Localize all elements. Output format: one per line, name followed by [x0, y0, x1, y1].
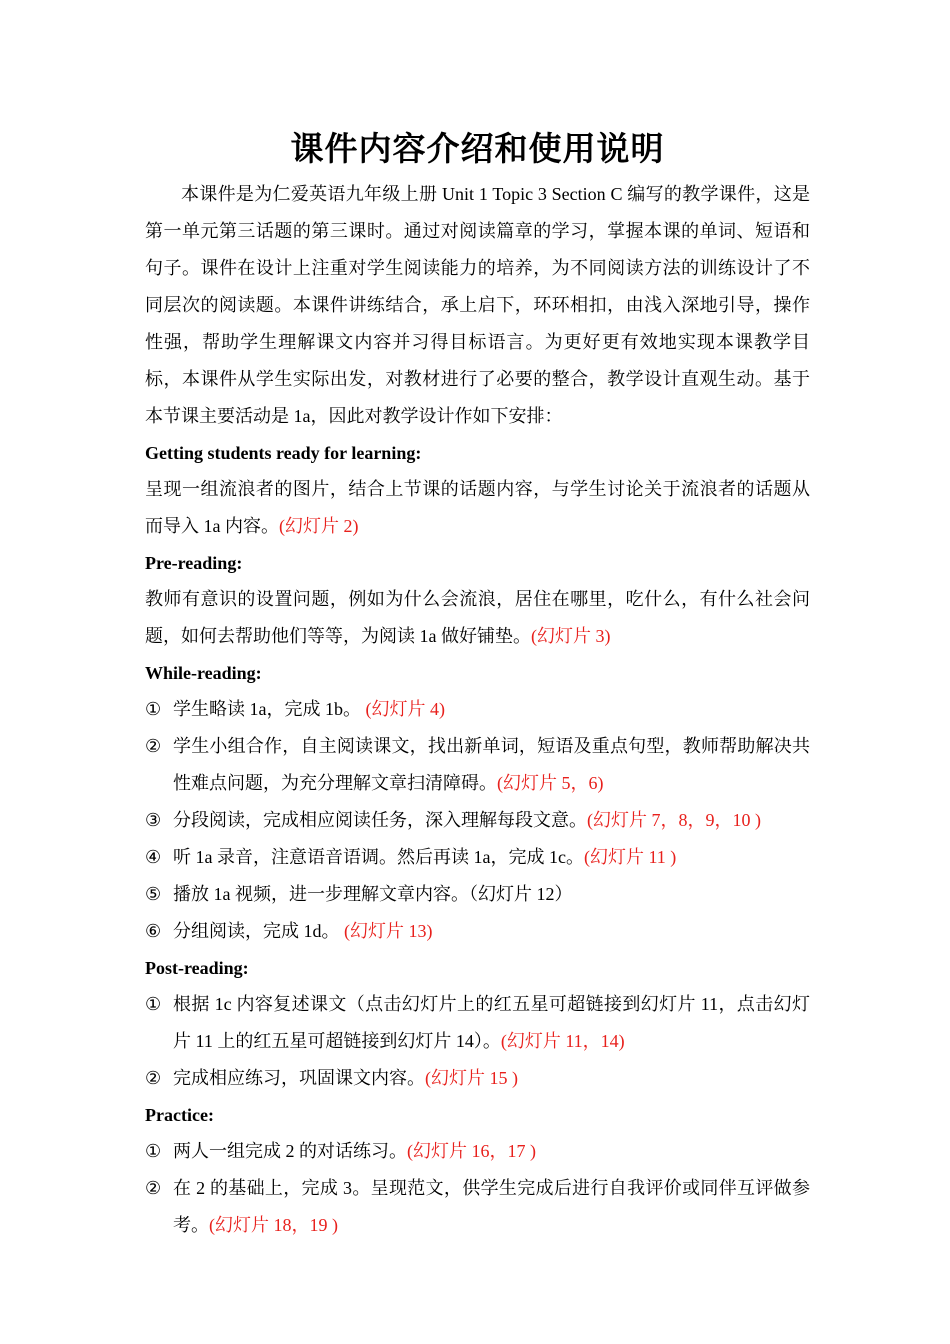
item-text: 根据 1c 内容复述课文（点击幻灯片上的红五星可超链接到幻灯片 11，点击幻灯片 11 上的红五星可超链接到幻灯片 14）。 — [173, 994, 810, 1051]
section-paragraph — [145, 471, 810, 545]
slide-reference: (幻灯片 5，6) — [497, 773, 604, 793]
list-item — [145, 876, 810, 913]
item-number: ③ — [145, 810, 162, 830]
slide-reference: (幻灯片 11 ) — [583, 847, 677, 867]
section-heading: Getting students ready for learning: — [145, 443, 422, 463]
item-text-wrap — [173, 1170, 810, 1244]
item-number: ④ — [145, 847, 162, 867]
item-number: ① — [145, 994, 162, 1014]
item-number: ⑥ — [145, 921, 162, 941]
item-number: ⑤ — [145, 884, 162, 904]
paragraph-text: 教师有意识的设置问题，例如为什么会流浪，居住在哪里，吃什么，有什么社会问题，如何去帮助他们等等，为阅读 1a 做好铺垫。 — [145, 589, 810, 646]
slide-reference: (幻灯片 13) — [344, 921, 433, 941]
slide-reference: (幻灯片 2) — [279, 516, 359, 536]
list-item — [145, 1133, 810, 1170]
item-number: ② — [145, 1068, 162, 1088]
section-practice — [145, 1097, 810, 1244]
list-item — [145, 986, 810, 1060]
item-text-wrap — [173, 913, 810, 950]
slide-reference: (幻灯片 18，19 ) — [209, 1215, 338, 1235]
item-text: 两人一组完成 2 的对话练习。 — [173, 1141, 407, 1161]
item-number: ② — [145, 1178, 162, 1198]
list-item — [145, 802, 810, 839]
intro-paragraph: 本课件是为仁爱英语九年级上册 Unit 1 Topic 3 Section C 编写的教学课件，这是第一单元第三话题的第三课时。通过对阅读篇章的学习，掌握本课的单词、短语和句子。课件在设计上注重对学生阅读能力的培养，为不同阅读方法的训练设计了不同层次的阅读题。本课件讲练结合，承上启下，环环相扣，由浅入深地引导，操作性强，帮助学生理解课文内容并习得目标语言。为更好更有效地实现本课教学目标，本课件从学生实际出发，对教材进行了必要的整合，教学设计直观生动。基于本节课主要活动是 1a，因此对教学设计作如下安排： — [145, 184, 810, 426]
item-number: ① — [145, 699, 162, 719]
list-item — [145, 1060, 810, 1097]
document-title: 课件内容介绍和使用说明 — [290, 132, 665, 168]
item-number: ② — [145, 736, 162, 756]
slide-reference: (幻灯片 7，8，9，10 ) — [587, 810, 761, 830]
item-text-wrap — [173, 839, 810, 876]
document-page — [145, 128, 810, 1244]
slide-reference: (幻灯片 16，17 ) — [407, 1141, 536, 1161]
slide-reference: (幻灯片 4) — [365, 699, 445, 719]
item-text: 学生小组合作，自主阅读课文，找出新单词，短语及重点句型，教师帮助解决共性难点问题，为充分理解文章扫清障碍。 — [173, 736, 810, 793]
section-heading: Pre-reading: — [145, 553, 243, 573]
item-text-wrap — [173, 1060, 810, 1097]
item-text-wrap — [173, 876, 810, 913]
item-text: 听 1a 录音，注意语音语调。然后再读 1a，完成 1c。 — [173, 847, 584, 867]
item-text-wrap — [173, 802, 810, 839]
slide-reference: (幻灯片 11，14) — [500, 1031, 625, 1051]
list-item — [145, 691, 810, 728]
section-getting-ready — [145, 435, 810, 545]
item-number: ① — [145, 1141, 162, 1161]
section-heading: While-reading: — [145, 663, 262, 683]
list-item — [145, 839, 810, 876]
item-text-wrap — [173, 691, 810, 728]
item-text: 播放 1a 视频，进一步理解文章内容。（幻灯片 12） — [173, 884, 573, 904]
section-paragraph — [145, 581, 810, 655]
slide-reference: (幻灯片 15 ) — [425, 1068, 518, 1088]
section-post-reading — [145, 950, 810, 1097]
section-heading: Post-reading: — [145, 958, 249, 978]
item-text-wrap — [173, 1133, 810, 1170]
slide-reference: (幻灯片 3) — [531, 626, 611, 646]
list-item — [145, 1170, 810, 1244]
list-item — [145, 728, 810, 802]
list-item — [145, 913, 810, 950]
section-heading: Practice: — [145, 1105, 214, 1125]
item-text: 学生略读 1a，完成 1b。 — [173, 699, 366, 719]
section-pre-reading — [145, 545, 810, 655]
item-text: 在 2 的基础上，完成 3。呈现范文，供学生完成后进行自我评价或同伴互评做参考。 — [173, 1178, 810, 1235]
item-text: 分段阅读，完成相应阅读任务，深入理解每段文意。 — [173, 810, 587, 830]
item-text-wrap — [173, 986, 810, 1060]
item-text-wrap — [173, 728, 810, 802]
section-while-reading — [145, 655, 810, 950]
item-text: 分组阅读，完成 1d。 — [173, 921, 344, 941]
paragraph-text: 呈现一组流浪者的图片，结合上节课的话题内容，与学生讨论关于流浪者的话题从而导入 1a 内容。 — [145, 479, 810, 536]
item-text: 完成相应练习，巩固课文内容。 — [173, 1068, 425, 1088]
